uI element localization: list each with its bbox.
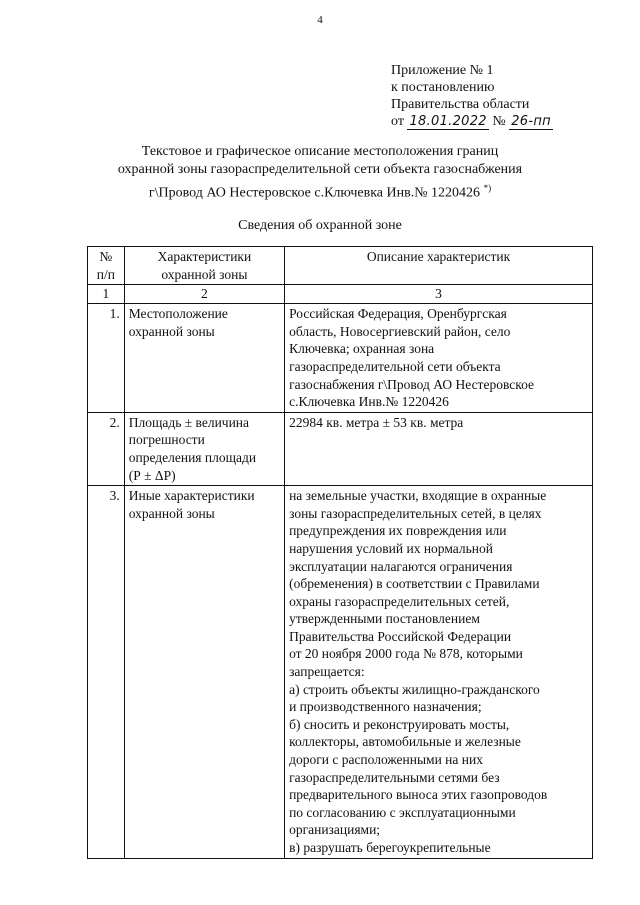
cell-line: Ключевка; охранная зона bbox=[289, 341, 435, 357]
table-header-row bbox=[88, 247, 593, 285]
row-number: 3. bbox=[88, 486, 125, 858]
title-line-1: Текстовое и графическое описание местоположения границ bbox=[141, 144, 499, 159]
index-cell: 2 bbox=[124, 285, 284, 304]
cell-line: охраны газораспределительных сетей, bbox=[289, 593, 510, 609]
row-characteristic bbox=[124, 486, 284, 858]
cell-line: область, Новосергиевский район, село bbox=[289, 323, 511, 339]
appendix-line-1: Приложение № 1 bbox=[391, 63, 494, 78]
header-description-line: Описание характеристик bbox=[366, 249, 511, 264]
cell-line: запрещается: bbox=[289, 664, 365, 680]
table-index-row bbox=[88, 285, 593, 304]
handwritten-date: 18.01.2022 bbox=[409, 114, 487, 129]
title-line-3-text: г\Провод АО Нестеровское с.Ключевка Инв.№ 1220426 bbox=[148, 185, 481, 201]
row-description bbox=[285, 304, 593, 413]
header-num-line: № bbox=[99, 249, 113, 264]
row-number: 2. bbox=[88, 412, 125, 485]
cell-line: зоны газораспределительных сетей, в целях bbox=[289, 505, 542, 521]
cell-line: газораспределительными сетями без bbox=[289, 769, 500, 785]
protected-zone-table bbox=[87, 246, 593, 859]
cell-line: охранной зоны bbox=[128, 505, 215, 521]
index-cell: 3 bbox=[285, 285, 593, 304]
title-line-3 bbox=[0, 179, 640, 203]
cell-line: коллекторы, автомобильные и железные bbox=[289, 734, 521, 750]
cell-line: в) разрушать берегоукрепительные bbox=[289, 840, 491, 855]
cell-line: Иные характеристики bbox=[128, 488, 255, 504]
appendix-date-line bbox=[391, 113, 553, 130]
cell-line: с.Ключевка Инв.№ 1220426 bbox=[289, 394, 449, 410]
cell-line: газораспределительной сети объекта bbox=[289, 358, 501, 374]
cell-line: и производственного назначения; bbox=[289, 699, 482, 715]
cell-line: предупреждения их повреждения или bbox=[289, 523, 507, 539]
cell-line: организациями; bbox=[289, 822, 381, 838]
date-prefix: от bbox=[391, 114, 404, 129]
row-description bbox=[285, 486, 593, 858]
appendix-line-2: к постановлению bbox=[391, 80, 495, 95]
table-row bbox=[88, 412, 593, 485]
cell-line: утвержденными постановлением bbox=[289, 611, 480, 627]
row-characteristic bbox=[124, 412, 284, 485]
cell-line: газоснабжения г\Провод АО Нестеровское bbox=[289, 376, 535, 392]
cell-line: б) сносить и реконструировать мосты, bbox=[289, 716, 510, 732]
cell-line: предварительного выноса этих газопроводов bbox=[289, 787, 548, 803]
index-cell: 1 bbox=[88, 285, 125, 304]
document-title bbox=[0, 143, 640, 203]
cell-line: а) строить объекты жилищно-гражданского bbox=[289, 681, 540, 697]
header-characteristic-line: охранной зоны bbox=[161, 266, 248, 282]
cell-line: (Р ± ΔР) bbox=[128, 467, 176, 483]
header-characteristic bbox=[124, 247, 284, 285]
page-number: 4 bbox=[317, 14, 323, 26]
header-description bbox=[285, 247, 593, 285]
table-row bbox=[88, 486, 593, 858]
appendix-line-3: Правительства области bbox=[391, 97, 530, 112]
cell-line: нарушения условий их нормальной bbox=[289, 540, 493, 556]
cell-line: (обременения) в соответствии с Правилами bbox=[289, 576, 540, 592]
cell-line: дороги с расположенными на них bbox=[289, 752, 483, 768]
title-line-2: охранной зоны газораспределительной сети объекта газоснабжения bbox=[117, 162, 523, 177]
section-subtitle: Сведения об охранной зоне bbox=[238, 218, 402, 233]
cell-line: определения площади bbox=[128, 449, 257, 465]
cell-line: эксплуатации налагаются ограничения bbox=[289, 558, 513, 574]
cell-line: на земельные участки, входящие в охранные bbox=[289, 488, 547, 504]
cell-line: охранной зоны bbox=[128, 323, 215, 339]
handwritten-number: 26-пп bbox=[511, 114, 551, 129]
appendix-block bbox=[391, 62, 553, 130]
cell-line: Площадь ± величина bbox=[128, 414, 250, 430]
cell-line: погрешности bbox=[128, 432, 205, 448]
cell-line: 22984 кв. метра ± 53 кв. метра bbox=[289, 414, 464, 430]
header-num-line: п/п bbox=[96, 266, 115, 282]
cell-line: от 20 ноября 2000 года № 878, которыми bbox=[289, 646, 523, 662]
cell-line: Российская Федерация, Оренбургская bbox=[289, 306, 507, 322]
row-characteristic bbox=[124, 304, 284, 413]
row-description bbox=[285, 412, 593, 485]
cell-line: Местоположение bbox=[128, 306, 228, 322]
header-characteristic-line: Характеристики bbox=[157, 249, 252, 264]
table-row bbox=[88, 304, 593, 413]
header-num bbox=[88, 247, 125, 285]
row-number: 1. bbox=[88, 304, 125, 413]
cell-line: Правительства Российской Федерации bbox=[289, 628, 512, 644]
cell-line: по согласованию с эксплуатационными bbox=[289, 804, 516, 820]
number-prefix: № bbox=[492, 114, 506, 129]
footnote-mark: *) bbox=[483, 183, 492, 193]
